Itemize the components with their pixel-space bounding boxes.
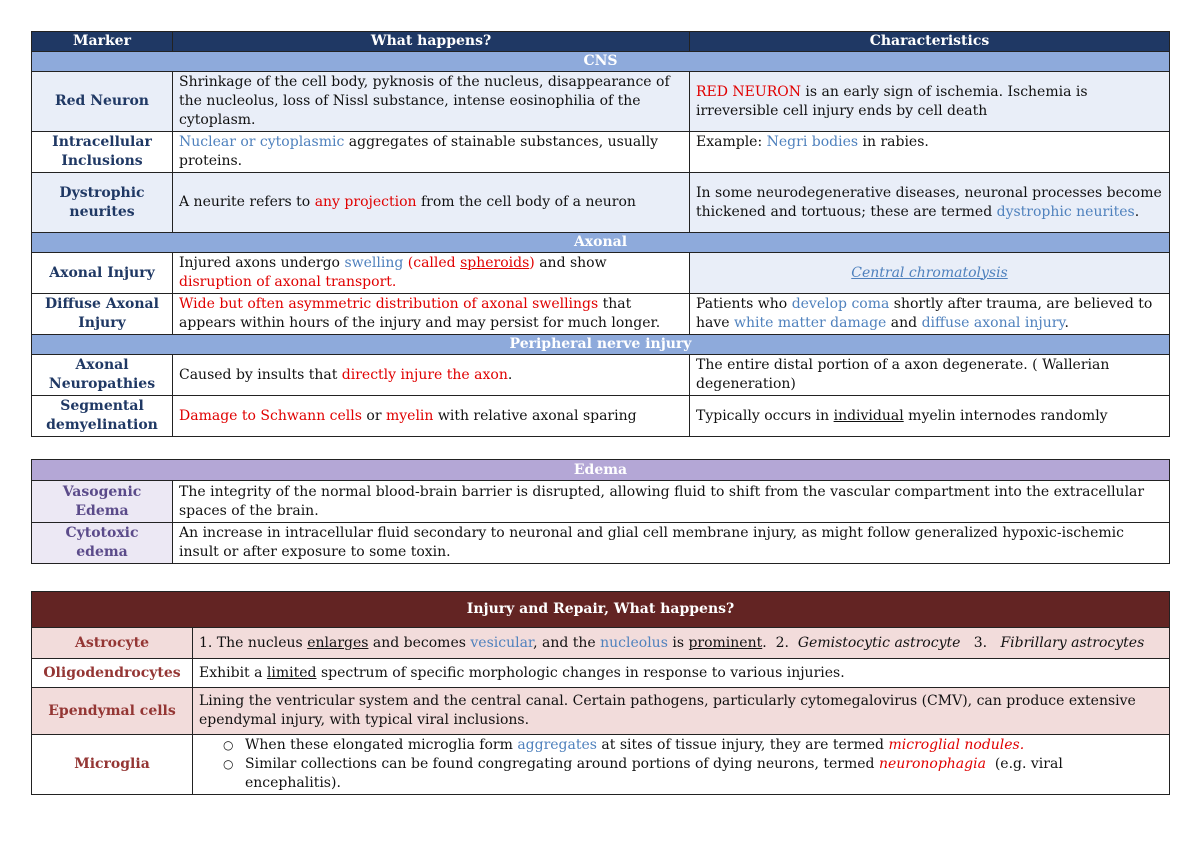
what-red: Wide but often asymmetric distribution of axonal swellings: [179, 296, 599, 312]
edema-text: An increase in intracellular fluid secondary to neuronal and glial cell membrane injury, as might follow generalized hypoxic-ischemic insult or after exposure to some toxin.: [173, 523, 1170, 564]
section-row-axonal: [32, 233, 1170, 253]
what-blue: swelling: [344, 255, 404, 271]
char-cell: [690, 72, 1170, 132]
injury-text: [193, 659, 1170, 688]
char-blue: Negri bodies: [766, 134, 859, 150]
what-cell: [173, 132, 690, 173]
char-pre: Patients who: [696, 296, 792, 312]
marker-intracellular-inclusions: Intracellular Inclusions: [32, 132, 173, 173]
text-blue: nucleolus: [600, 634, 668, 651]
marker-ependymal-cells: Ependymal cells: [32, 688, 193, 735]
text-italic: Gemistocytic astrocyte: [797, 634, 961, 651]
char-post: .: [1064, 315, 1069, 331]
what-post: from the cell body of a neuron: [416, 194, 636, 210]
what-red: (called: [403, 255, 461, 271]
marker-cytotoxic-edema: Cytotoxic edema: [32, 523, 173, 564]
edema-header-row: [32, 460, 1170, 481]
char-pre: In some neurodegenerative diseases, neuronal processes become thickened and tortuous; these are termed: [696, 184, 1162, 220]
text-red-italic: microglial nodules.: [888, 737, 1025, 753]
what-red: directly injure the axon: [341, 366, 508, 383]
marker-dystrophic-neurites: Dystrophic neurites: [32, 173, 173, 233]
text-part: 1. The nucleus: [199, 634, 308, 651]
char-blue: diffuse axonal injury: [921, 315, 1065, 331]
char-mid: shortly after trauma, are believed to have: [696, 296, 1153, 331]
text-part: at sites of tissue injury, they are termed: [596, 737, 889, 753]
marker-axonal-neuropathies: Axonal Neuropathies: [32, 355, 173, 396]
text-blue: vesicular: [470, 634, 534, 651]
what-red: any projection: [314, 194, 417, 210]
what-cell: [173, 253, 690, 294]
what-mid: and show: [534, 255, 607, 271]
injury-table: [31, 591, 1170, 795]
what-cell: [173, 355, 690, 396]
what-cell: [173, 294, 690, 335]
text-part: 3.: [960, 634, 1001, 651]
char-link-central-chromatolysis[interactable]: Central chromatolysis: [851, 264, 1008, 281]
text-part: spectrum of specific morphologic changes in response to various injuries.: [316, 664, 845, 681]
what-cell: [173, 173, 690, 233]
what-post: .: [507, 366, 513, 383]
what-pre: Injured axons undergo: [179, 255, 345, 271]
section-row-cns: [32, 52, 1170, 72]
table-row: [32, 659, 1170, 688]
main-table: [31, 31, 1170, 437]
what-text: aggregates of stainable substances, usually proteins.: [179, 134, 659, 169]
header-row: [32, 32, 1170, 52]
list-item: [223, 755, 1163, 793]
table-row: [32, 628, 1170, 659]
text-part: and becomes: [368, 634, 471, 651]
table-row: [32, 688, 1170, 735]
table-row: [32, 132, 1170, 173]
char-blue: dystrophic neurites: [996, 203, 1135, 220]
char-pre: Typically occurs in: [696, 407, 834, 424]
text-underlined: limited: [266, 664, 317, 681]
text-part: When these elongated microglia form: [245, 737, 518, 753]
table-row: [32, 355, 1170, 396]
section-row-peripheral: [32, 335, 1170, 355]
char-pre: Example:: [696, 134, 767, 150]
char-blue: white matter damage: [734, 315, 887, 331]
marker-diffuse-axonal-injury: Diffuse Axonal Injury: [32, 294, 173, 335]
what-text: that appears within hours of the injury and may persist for much longer.: [179, 296, 661, 331]
what-red-underlined: spheroids: [460, 255, 530, 271]
bullet-list: [199, 736, 1163, 793]
what-blue: Nuclear or cytoplasmic: [179, 134, 345, 150]
table-row: [32, 481, 1170, 523]
list-item: [223, 736, 1163, 755]
char-mid: and: [886, 315, 922, 331]
text-part: is: [667, 634, 689, 651]
char-blue: develop coma: [791, 296, 890, 312]
text-part: (e.g. viral encephalitis).: [245, 756, 1068, 791]
what-red-transport: disruption of axonal transport.: [179, 274, 397, 290]
table-row: [32, 173, 1170, 233]
section-axonal: Axonal: [32, 233, 1170, 253]
marker-segmental-demyelination: Segmental demyelination: [32, 396, 173, 437]
text-part: Exhibit a: [199, 664, 267, 681]
marker-vasogenic-edema: Vasogenic Edema: [32, 481, 173, 523]
injury-header-row: [32, 592, 1170, 628]
marker-oligodendrocytes: Oligodendrocytes: [32, 659, 193, 688]
char-cell: [690, 396, 1170, 437]
header-what-happens: What happens?: [173, 32, 690, 52]
text-italic: Fibrillary astrocytes: [1000, 634, 1145, 651]
injury-text: Lining the ventricular system and the central canal. Certain pathogens, particularly cytomegalovirus (CMV), can produce extensive ependymal injury, with typical viral inclusions.: [193, 688, 1170, 735]
char-cell: [690, 253, 1170, 294]
table-row: [32, 294, 1170, 335]
what-red-close: ): [529, 255, 535, 271]
marker-microglia: Microglia: [32, 735, 193, 795]
marker-axonal-injury: Axonal Injury: [32, 253, 173, 294]
char-post: in rabies.: [858, 134, 929, 150]
char-post: .: [1134, 203, 1140, 220]
char-red: RED NEURON: [696, 83, 801, 100]
what-red: myelin: [385, 407, 434, 424]
text-underlined: enlarges: [307, 634, 369, 651]
char-post: myelin internodes randomly: [903, 407, 1108, 424]
marker-red-neuron: Red Neuron: [32, 72, 173, 132]
what-post: with relative axonal sparing: [433, 407, 637, 424]
table-row: [32, 735, 1170, 795]
what-red: Damage to Schwann cells: [179, 407, 362, 424]
text-part: , and the: [533, 634, 601, 651]
char-cell: [690, 132, 1170, 173]
what-pre: A neurite refers to: [179, 194, 315, 210]
text-part: . 2.: [762, 634, 798, 651]
injury-text: [193, 735, 1170, 795]
text-part: Similar collections can be found congregating around portions of dying neurons, termed: [245, 756, 879, 772]
char-cell: The entire distal portion of a axon degenerate. ( Wallerian degeneration): [690, 355, 1170, 396]
edema-text: The integrity of the normal blood-brain barrier is disrupted, allowing fluid to shift from the vascular compartment into the extracellular spaces of the brain.: [173, 481, 1170, 523]
injury-title: Injury and Repair, What happens?: [32, 592, 1170, 628]
table-row: [32, 72, 1170, 132]
injury-text: [193, 628, 1170, 659]
char-text: is an early sign of ischemia. Ischemia is irreversible cell injury ends by cell death: [696, 83, 1088, 119]
what-mid: or: [361, 407, 386, 424]
header-characteristics: Characteristics: [690, 32, 1170, 52]
char-cell: [690, 294, 1170, 335]
edema-table: [31, 459, 1170, 564]
what-cell: [173, 396, 690, 437]
table-row: [32, 396, 1170, 437]
table-row: [32, 253, 1170, 294]
what-cell: Shrinkage of the cell body, pyknosis of the nucleus, disappearance of the nucleolus, loss of Nissl substance, intense eosinophilia of the cytoplasm.: [173, 72, 690, 132]
text-blue: aggregates: [517, 737, 597, 753]
table-row: [32, 523, 1170, 564]
text-underlined: prominent: [688, 634, 763, 651]
char-cell: [690, 173, 1170, 233]
section-cns: CNS: [32, 52, 1170, 72]
what-pre: Caused by insults that: [179, 366, 342, 383]
section-peripheral: Peripheral nerve injury: [32, 335, 1170, 355]
marker-astrocyte: Astrocyte: [32, 628, 193, 659]
text-red-italic: neuronophagia: [878, 756, 986, 772]
header-marker: Marker: [32, 32, 173, 52]
edema-title: Edema: [32, 460, 1170, 481]
char-underlined: individual: [833, 407, 904, 424]
